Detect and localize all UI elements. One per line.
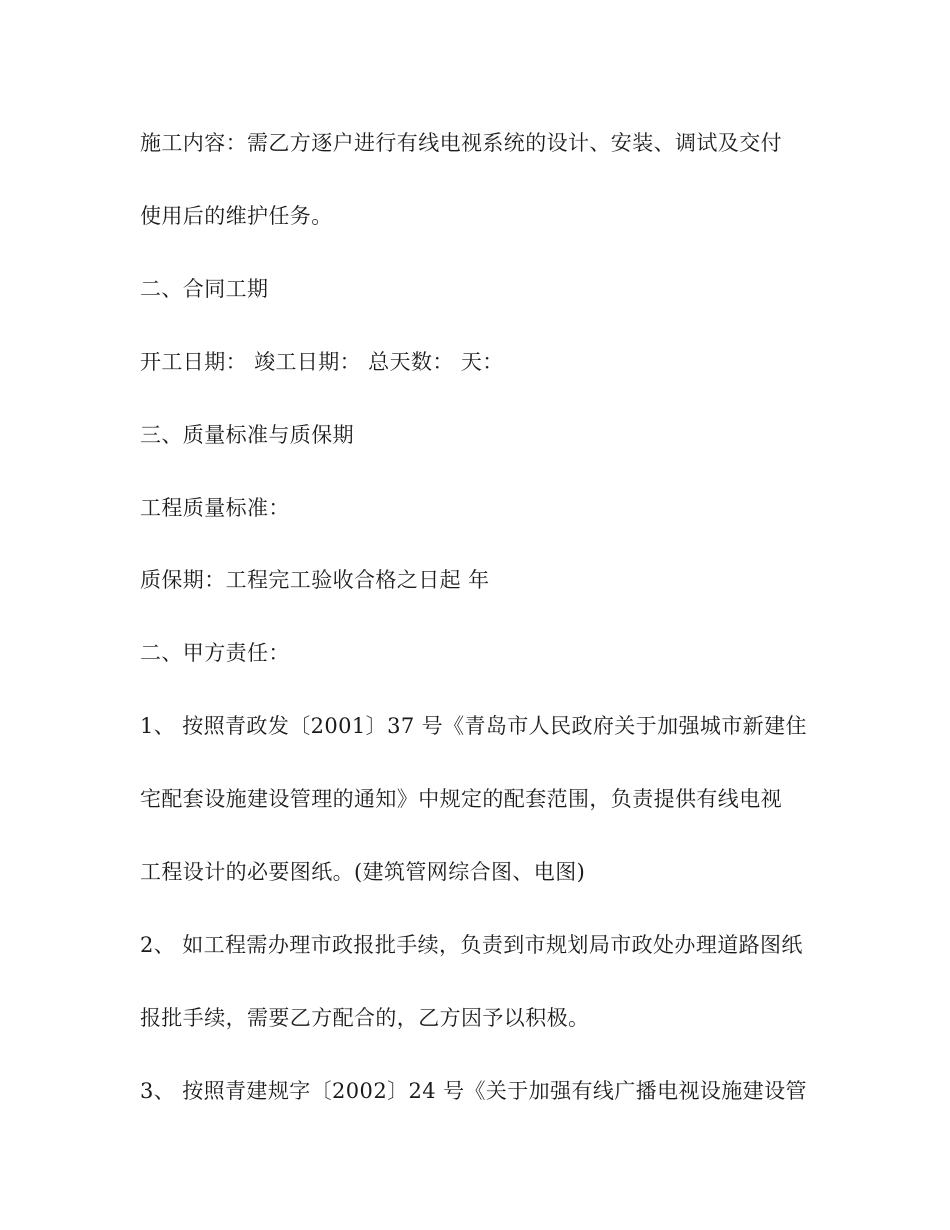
body-text-line: 开工日期： 竣工日期： 总天数： 天： [140, 350, 504, 374]
section-heading: 二、合同工期 [140, 277, 269, 301]
body-text-line: 质保期：工程完工验收合格之日起 年 [140, 568, 490, 592]
body-text-line: 使用后的维护任务。 [140, 204, 333, 228]
list-item-text: 报批手续，需要乙方配合的，乙方因予以积极。 [140, 1006, 590, 1030]
list-item-text: 2、 如工程需办理市政报批手续，负责到市规划局市政处办理道路图纸 [140, 933, 803, 957]
section-heading: 二、甲方责任： [140, 641, 290, 665]
body-text-line: 工程质量标准： [140, 496, 290, 520]
body-text-line: 施工内容：需乙方逐户进行有线电视系统的设计、安装、调试及交付 [140, 131, 782, 155]
list-item-text: 1、 按照青政发〔2001〕37 号《青岛市人民政府关于加强城市新建住 [140, 714, 807, 738]
list-item-text: 宅配套设施建设管理的通知》中规定的配套范围，负责提供有线电视 [140, 787, 782, 811]
list-item-text: 3、 按照青建规字〔2002〕24 号《关于加强有线广播电视设施建设管 [140, 1079, 807, 1103]
section-heading: 三、质量标准与质保期 [140, 423, 354, 447]
list-item-text: 工程设计的必要图纸。(建筑管网综合图、电图) [140, 860, 586, 884]
